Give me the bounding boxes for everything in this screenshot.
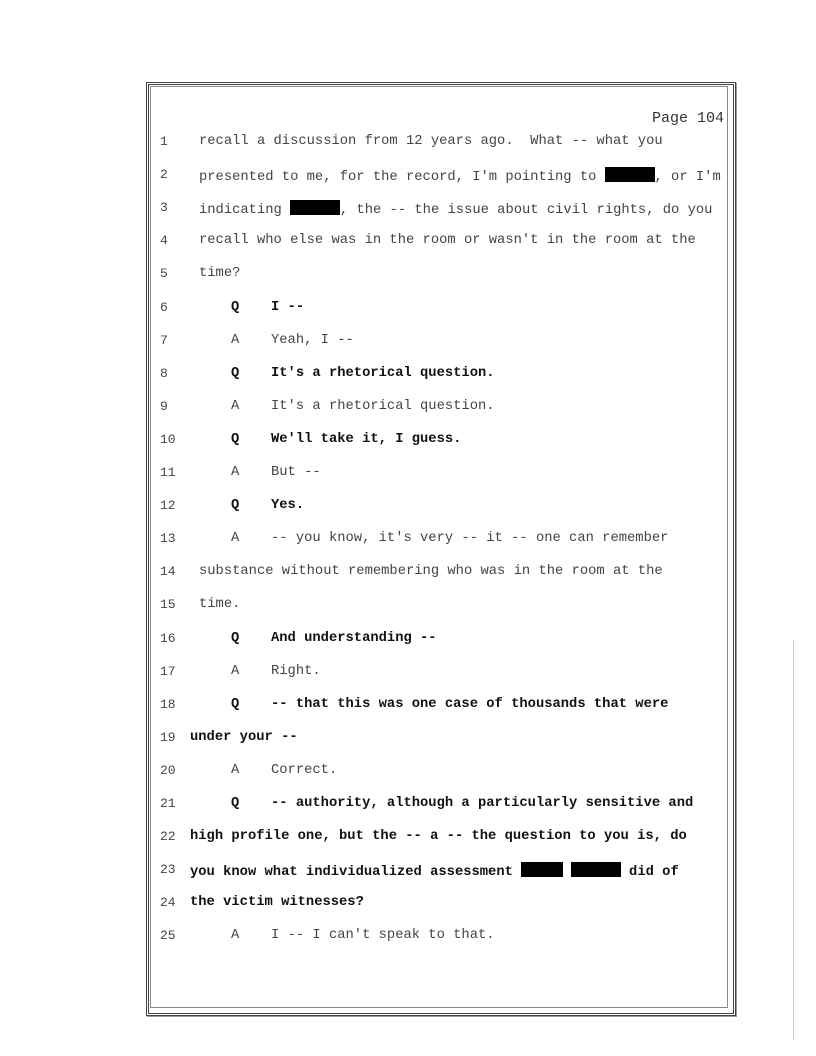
line-number: 3 — [160, 200, 168, 216]
transcript-line — [0, 895, 816, 915]
transcript-line — [0, 266, 816, 286]
line-number: 16 — [160, 630, 176, 646]
line-number: 2 — [160, 167, 168, 183]
line-number: 19 — [160, 729, 176, 745]
text-segment: high profile one, but the -- a -- the question to you is, do — [190, 829, 687, 845]
line-number: 6 — [160, 299, 168, 315]
scan-artifact-line — [793, 640, 794, 1040]
redaction-block — [571, 862, 621, 877]
transcript-line — [0, 564, 816, 584]
text-segment: , or I'm — [654, 170, 721, 186]
line-number: 9 — [160, 398, 168, 414]
speaker-label: Q — [231, 796, 240, 811]
transcript-line — [0, 928, 816, 948]
line-text — [199, 233, 696, 248]
transcript-line — [0, 233, 816, 253]
speaker-label: A — [231, 465, 240, 480]
text-segment: -- you know, it's very -- it -- one can remember — [271, 531, 669, 547]
line-number: 13 — [160, 531, 176, 547]
transcript-line — [0, 200, 816, 220]
line-text — [271, 664, 321, 679]
text-segment: time? — [199, 266, 241, 282]
text-segment: you know what individualized assessment — [190, 865, 522, 881]
line-number: 23 — [160, 862, 176, 878]
speaker-label: A — [231, 928, 240, 944]
redaction-block — [290, 200, 340, 215]
transcript-line — [0, 432, 816, 452]
text-segment: recall who else was in the room or wasn't in the room at the — [199, 233, 696, 249]
transcript-line — [0, 862, 816, 882]
speaker-label: Q — [231, 696, 240, 712]
transcript-line — [0, 796, 816, 816]
transcript-line — [0, 167, 816, 187]
line-text — [199, 167, 721, 185]
line-number: 17 — [160, 663, 176, 679]
line-number: 21 — [160, 796, 176, 811]
transcript-line — [0, 730, 816, 750]
line-text — [190, 829, 687, 844]
line-number: 1 — [160, 134, 168, 149]
speaker-label: A — [231, 398, 240, 414]
line-number: 20 — [160, 762, 176, 778]
transcript-line — [0, 333, 816, 353]
text-segment — [563, 865, 571, 880]
text-segment: Yes. — [271, 498, 305, 514]
line-text — [190, 730, 298, 745]
transcript-line — [0, 829, 816, 849]
line-text — [271, 763, 337, 778]
transcript-line — [0, 597, 816, 617]
transcript-line — [0, 465, 816, 485]
speaker-label: A — [231, 531, 240, 547]
text-segment: -- authority, although a particularly sensitive and — [271, 796, 694, 811]
transcript-line — [0, 631, 816, 651]
line-text — [271, 366, 495, 381]
line-text — [271, 928, 495, 943]
text-segment: recall a discussion from 12 years ago. What -- what you — [199, 134, 663, 149]
text-segment: We'll take it, I guess. — [271, 431, 462, 447]
text-segment: presented to me, for the record, I'm pointing to — [199, 170, 605, 186]
transcript-line — [0, 531, 816, 551]
text-segment: It's a rhetorical question. — [271, 398, 495, 414]
speaker-label: Q — [231, 431, 240, 447]
speaker-label: A — [231, 663, 240, 679]
text-segment: It's a rhetorical question. — [271, 365, 495, 381]
line-text — [271, 631, 437, 646]
line-text — [190, 862, 679, 880]
line-text — [190, 895, 364, 910]
redaction-block — [605, 167, 655, 182]
line-text — [271, 697, 668, 712]
text-segment: But -- — [271, 465, 321, 480]
line-text — [271, 796, 693, 811]
text-segment: under your -- — [190, 729, 298, 745]
speaker-label: Q — [231, 299, 240, 315]
line-text — [199, 564, 663, 579]
line-number: 7 — [160, 332, 168, 348]
text-segment: , the -- the issue about civil rights, do you — [339, 203, 713, 219]
text-segment: time. — [199, 597, 241, 613]
transcript-line — [0, 498, 816, 518]
text-segment: did of — [620, 865, 679, 881]
transcript-line — [0, 300, 816, 320]
text-segment: indicating — [199, 203, 291, 219]
speaker-label: A — [231, 762, 240, 778]
line-number: 12 — [160, 498, 176, 514]
speaker-label: A — [231, 332, 240, 348]
line-text — [271, 333, 354, 348]
line-text — [271, 465, 321, 480]
line-text — [271, 531, 668, 546]
transcript-line — [0, 763, 816, 783]
text-segment: Right. — [271, 663, 321, 679]
line-text — [271, 432, 461, 447]
line-number: 5 — [160, 266, 168, 282]
line-text — [271, 300, 304, 315]
line-text — [271, 498, 304, 513]
transcript-line — [0, 366, 816, 386]
line-number: 22 — [160, 829, 176, 845]
line-number: 14 — [160, 564, 176, 580]
text-segment: -- that this was one case of thousands that were — [271, 696, 669, 712]
line-number: 18 — [160, 696, 176, 712]
line-number: 11 — [160, 465, 176, 480]
redaction-block — [521, 862, 563, 877]
text-segment: And understanding -- — [271, 630, 437, 646]
line-text — [199, 266, 240, 281]
line-number: 25 — [160, 928, 176, 944]
transcript-line — [0, 664, 816, 684]
line-number: 24 — [160, 895, 176, 911]
text-segment: substance without remembering who was in the room at the — [199, 564, 663, 580]
line-number: 10 — [160, 431, 176, 447]
line-number: 15 — [160, 597, 176, 613]
text-segment: I -- I can't speak to that. — [271, 928, 495, 944]
speaker-label: Q — [231, 365, 240, 381]
page-number: Page 104 — [651, 110, 724, 127]
text-segment: Correct. — [271, 762, 338, 778]
speaker-label: Q — [231, 630, 240, 646]
line-text — [199, 134, 663, 149]
line-text — [199, 597, 240, 612]
transcript-line — [0, 697, 816, 717]
text-segment: the victim witnesses? — [190, 895, 364, 911]
line-number: 4 — [160, 233, 168, 249]
line-number: 8 — [160, 365, 168, 381]
line-text — [271, 399, 495, 414]
transcript-line — [0, 134, 816, 154]
transcript-line — [0, 399, 816, 419]
line-text — [199, 200, 712, 218]
text-segment: I -- — [271, 299, 305, 315]
speaker-label: Q — [231, 498, 240, 514]
text-segment: Yeah, I -- — [271, 332, 354, 348]
